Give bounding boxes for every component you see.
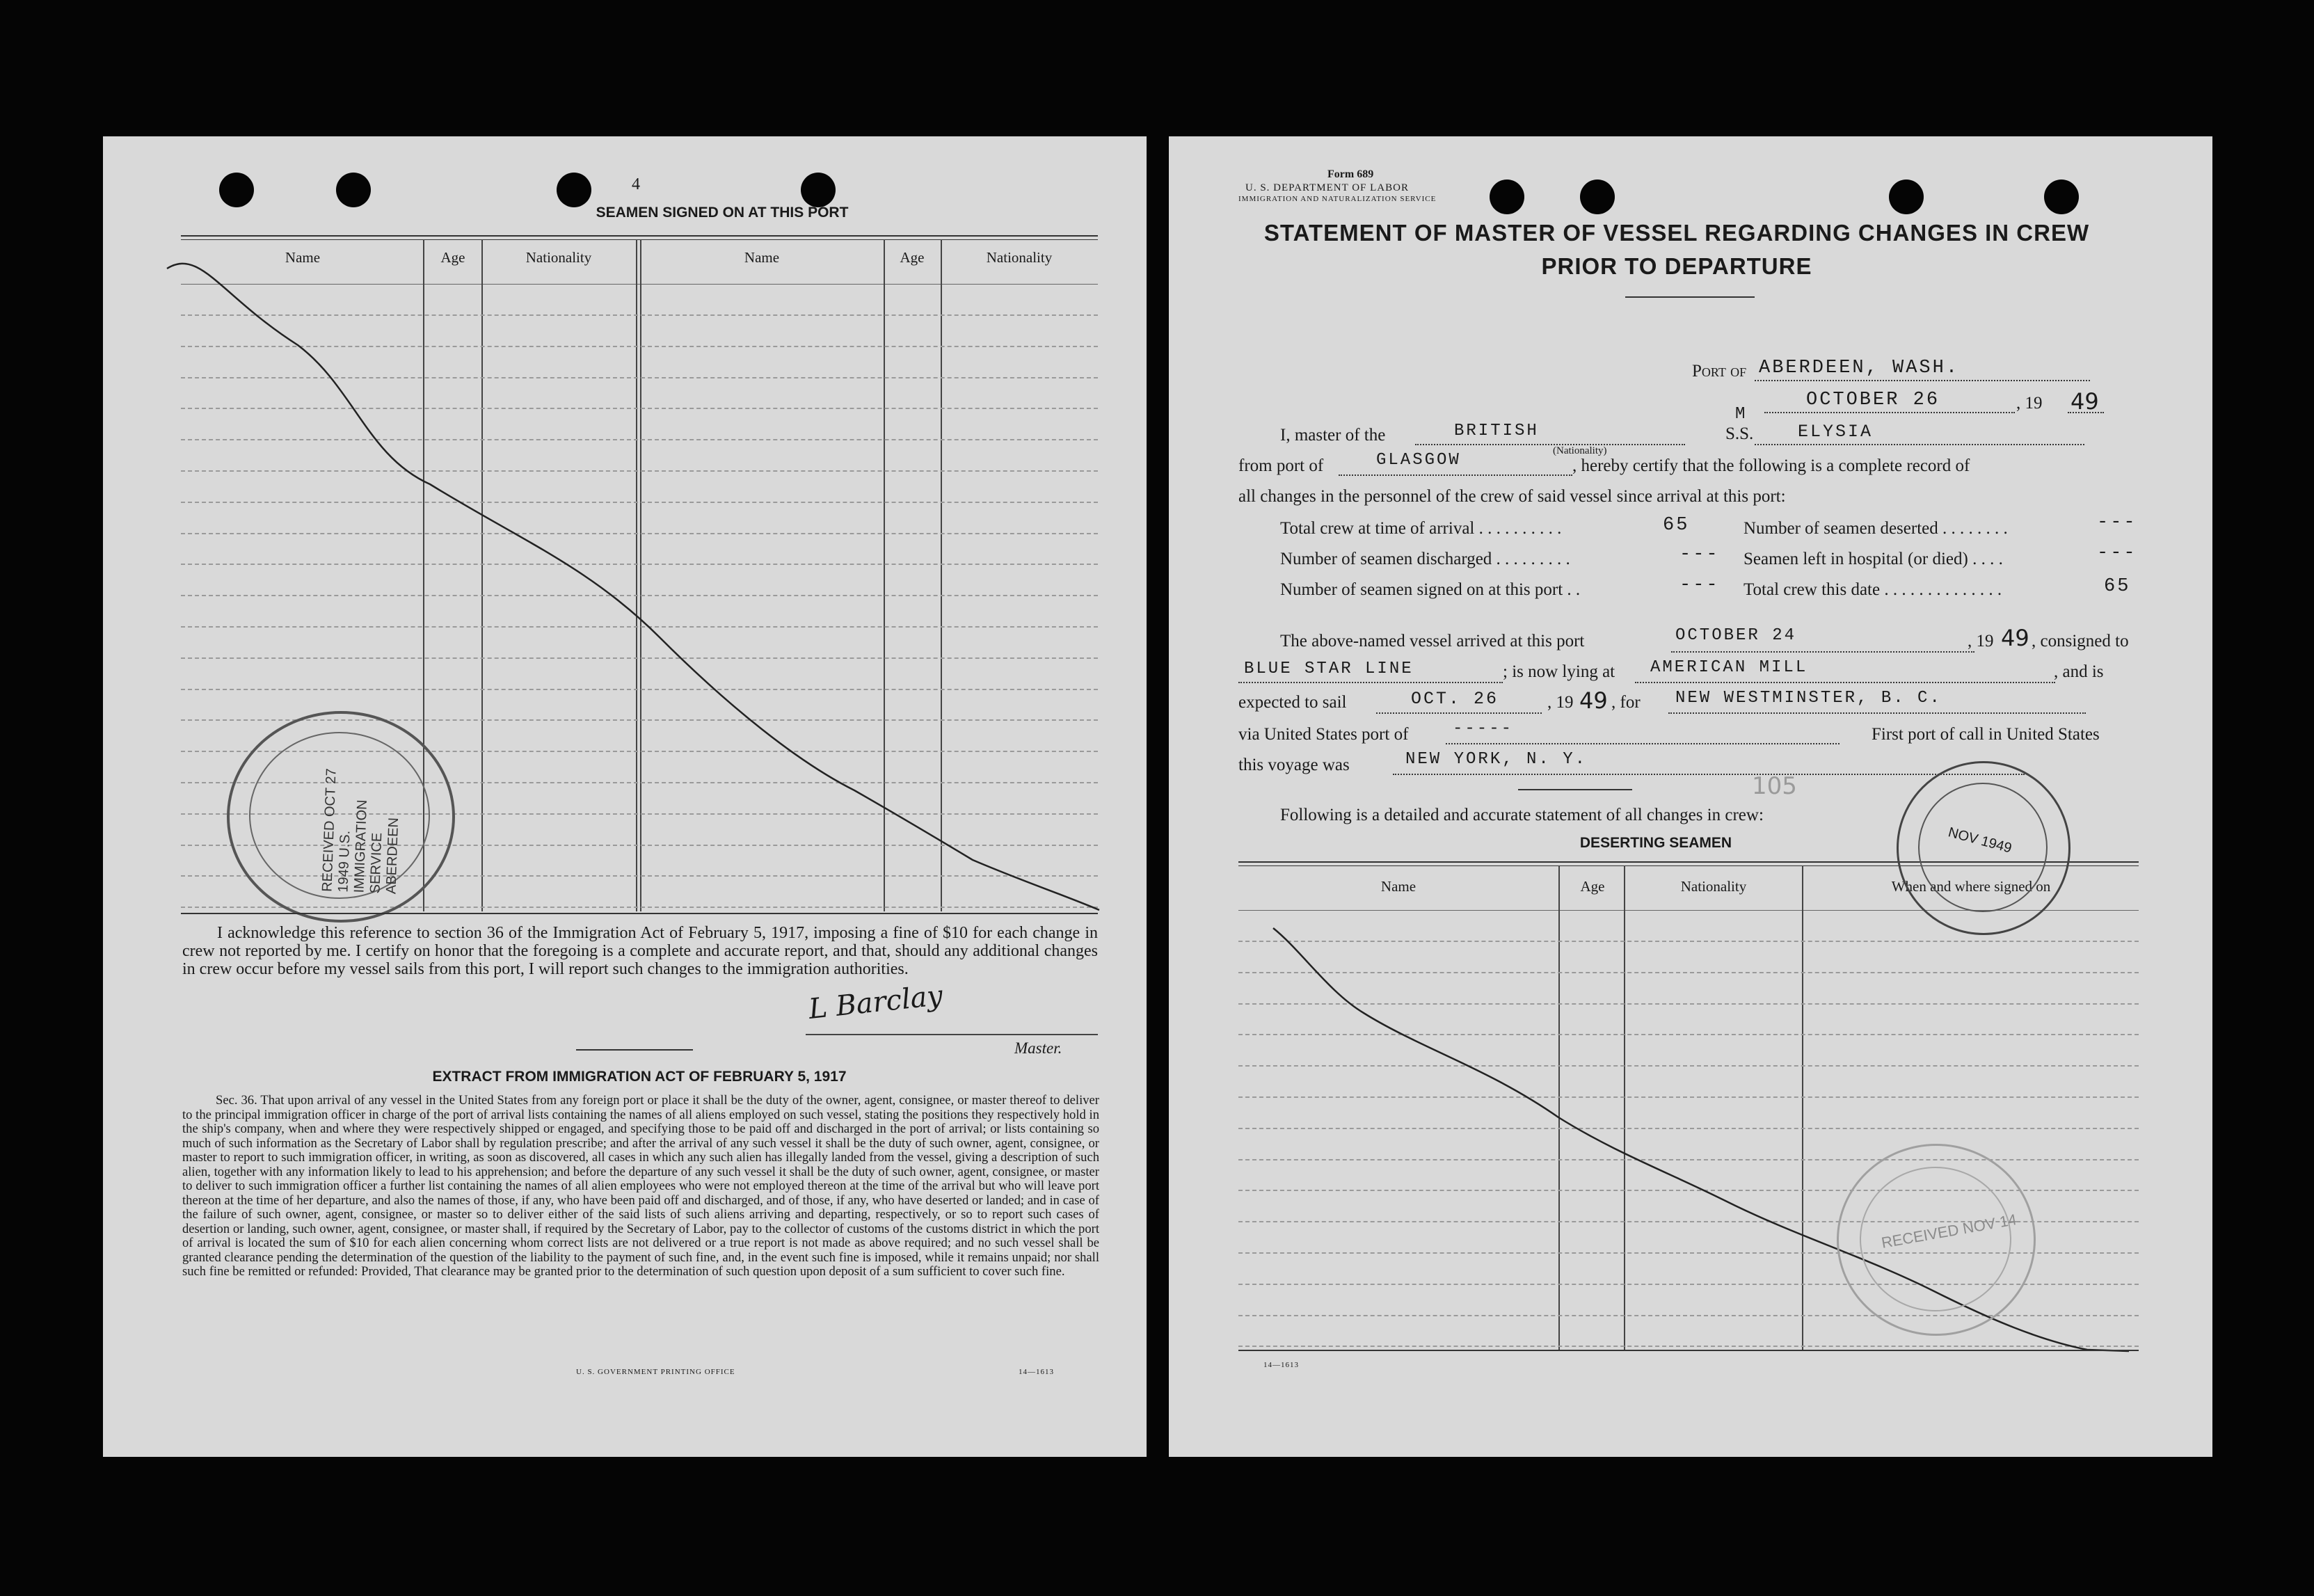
date-value: OCTOBER 26 [1806,390,1940,410]
stat-label: Total crew at time of arrival . . . . . . . . . . [1280,519,1562,538]
stat-value: --- [2097,512,2137,533]
year-prefix: , 19 [2016,394,2043,413]
via-label: via United States port of [1238,725,1409,744]
received-stamp [227,711,455,923]
column-header: Name [744,249,780,266]
stamp-text: RECEIVED OCT 27 1949 U.S. IMMIGRATION SERVICE ABERDEEN [319,768,402,895]
voyage-label: this voyage was [1238,756,1350,774]
column-header: Name [1380,878,1417,895]
stamp-text: RECEIVED NOV 14 [1880,1211,2018,1252]
column-header: Age [1580,878,1605,895]
stat-label: Total crew this date . . . . . . . . . . . . . . [1744,580,2002,599]
sail-year-value: 49 [1579,687,1608,714]
section-heading: SEAMEN SIGNED ON AT THIS PORT [596,205,849,221]
column-header: Nationality [1680,878,1747,895]
year-prefix: , 19 [1968,632,1994,651]
master-label: I, master of the [1280,426,1386,445]
right-page [1169,136,2212,1457]
for-label: , for [1611,693,1641,712]
stat-label: Number of seamen discharged . . . . . . . . . [1280,550,1570,568]
stat-value: --- [2097,543,2137,564]
and-is: , and is [2054,662,2104,681]
consigned-label: , consigned to [2032,632,2129,651]
stamp-text: NOV 1949 [1946,824,2013,856]
following-text: Following is a detailed and accurate statement of all changes in crew: [1280,806,1764,824]
destination-value: NEW WESTMINSTER, B. C. [1675,689,1942,708]
arrived-value: OCTOBER 24 [1675,626,1797,645]
service-name: IMMIGRATION AND NATURALIZATION SERVICE [1238,195,1437,203]
received-stamp [1837,1144,2036,1336]
master-signature: L Barclay [807,980,945,1026]
divider [576,1049,693,1051]
table-bottom-rule [181,913,1098,914]
department-name: U. S. DEPARTMENT OF LABOR [1245,182,1409,193]
nationality-caption: (Nationality) [1553,445,1607,456]
column-header: Nationality [986,249,1053,266]
stat-label: Seamen left in hospital (or died) . . . . [1744,550,2003,568]
sail-label: expected to sail [1238,693,1347,712]
handwritten-number: 105 [1752,772,1797,800]
form-subtitle: PRIOR TO DEPARTURE [1541,253,1812,279]
stat-value: 65 [2104,576,2131,597]
lying-label: ; is now lying at [1503,662,1615,681]
vessel-type: S.S. [1725,424,1754,443]
cancel-line [1169,136,2212,1389]
arrived-year-value: 49 [2001,625,2029,651]
certify-text: , hereby certify that the following is a complete record of [1572,456,1970,475]
column-header: Age [900,249,925,266]
page-number: 4 [632,175,640,193]
stat-label: Number of seamen deserted . . . . . . . . [1744,519,2008,538]
form-title: STATEMENT OF MASTER OF VESSEL REGARDING CHANGES IN CREW [1263,220,2090,246]
printer-credit: U. S. GOVERNMENT PRINTING OFFICE [576,1368,735,1376]
stat-value: --- [1679,575,1720,596]
nationality-value: BRITISH [1454,422,1539,440]
form-number: Form 689 [1327,168,1374,180]
voyage-value: NEW YORK, N. Y. [1405,750,1588,769]
table-bottom-rule [1238,1350,2139,1351]
extract-text: Sec. 36. That upon arrival of any vessel in the United States from any foreign port or place it shall be the duty of the owner, agent, consignee, or master thereof to deliver to the principal immigration officer in charge of the port of arrival lists containing the names of all aliens employed on such vessel, stating the positions they respectively hold in the ship's company, when and where they were respectively shipped or engaged, and specifying those to be paid off and discharged in the port of arrival; or lists containing so much of such information as the Secretary of Labor shall by regulation prescribe; and after the arrival of any such vessel it shall be the duty of such owner, agent, consignee, or master to report to such immigration officer, in writing, as soon as discovered, all cases in which any such alien has illegally landed from the vessel, giving a description of such alien, together with any information likely to lead to his apprehension; and before the departure of any such vessel it shall be the duty of such owner, agent, consignee, or master to deliver to such immigration officer a further list containing the names of all alien employees who were not employed thereon at the time of the arrival but who will leave port thereon at the time of her departure, and also the names of those, if any, who have been paid off and discharged, and of those, if any, who have deserted or landed; and in case of the failure of such owner, agent, consignee, or master so to deliver either of the said lists of such aliens arriving and departing, respectively, or so to report such cases of desertion or landing, such owner, agent, consignee, or master shall, if required by the Secretary of Labor, pay to the collector of customs of the customs district in which the port of arrival is located the sum of $10 for each alien concerning whom correct lists are not delivered or a true report is not made as above required; and no such vessel shall be granted clearance pending the determination of the question of the liability to the payment of such fine, and, in the event such fine is imposed, while it remains unpaid; nor shall such fine be remitted or refunded: Provided, That clearance may be granted prior to the determination of such question upon deposit of a sum sufficient to cover such fine. [182,1093,1099,1279]
stat-label: Number of seamen signed on at this port . . [1280,580,1581,599]
via-value: ----- [1453,719,1514,738]
year-prefix: , 19 [1547,693,1574,712]
deserting-heading: DESERTING SEAMEN [1579,835,1732,851]
column-header: Age [440,249,465,266]
certify-text-2: all changes in the personnel of the crew of said vessel since arrival at this port: [1238,487,1786,506]
stat-value: 65 [1663,515,1690,536]
extract-heading: EXTRACT FROM IMMIGRATION ACT OF FEBRUARY 5, 1917 [432,1069,847,1085]
consignee-value: BLUE STAR LINE [1244,660,1414,678]
arrived-label: The above-named vessel arrived at this port [1280,632,1585,651]
form-code: 14—1613 [1019,1368,1054,1376]
column-header: When and where signed on [1891,878,2051,895]
lying-value: AMERICAN MILL [1650,658,1808,677]
date-stamp [1897,761,2070,935]
sail-value: OCT. 26 [1411,689,1499,709]
vessel-name: ELYSIA [1798,422,1874,442]
left-page [103,136,1147,1457]
signature-role: Master. [1014,1039,1062,1057]
stat-value: --- [1679,544,1720,565]
vessel-type-correction: M [1735,405,1748,424]
column-header: Nationality [525,249,592,266]
column-header: Name [285,249,321,266]
signature-line [806,1034,1098,1035]
year-value: 49 [2070,388,2099,415]
from-port-value: GLASGOW [1376,451,1461,470]
port-value: ABERDEEN, WASH. [1759,358,1960,378]
form-code: 14—1613 [1263,1361,1299,1369]
acknowledgement-text: I acknowledge this reference to section 36 of the Immigration Act of February 5, 1917, imposing a fine of $10 for each change in crew not reported by me. I certify on honor that the foregoing is a complete and accurate report, and that, should any additional changes in crew occur before my vessel sails from this port, I will report such changes to the immigration authorities. [182,924,1098,978]
port-label: Port of [1692,362,1747,381]
from-port-label: from port of [1238,456,1324,475]
first-port-label: First port of call in United States [1872,725,2100,744]
